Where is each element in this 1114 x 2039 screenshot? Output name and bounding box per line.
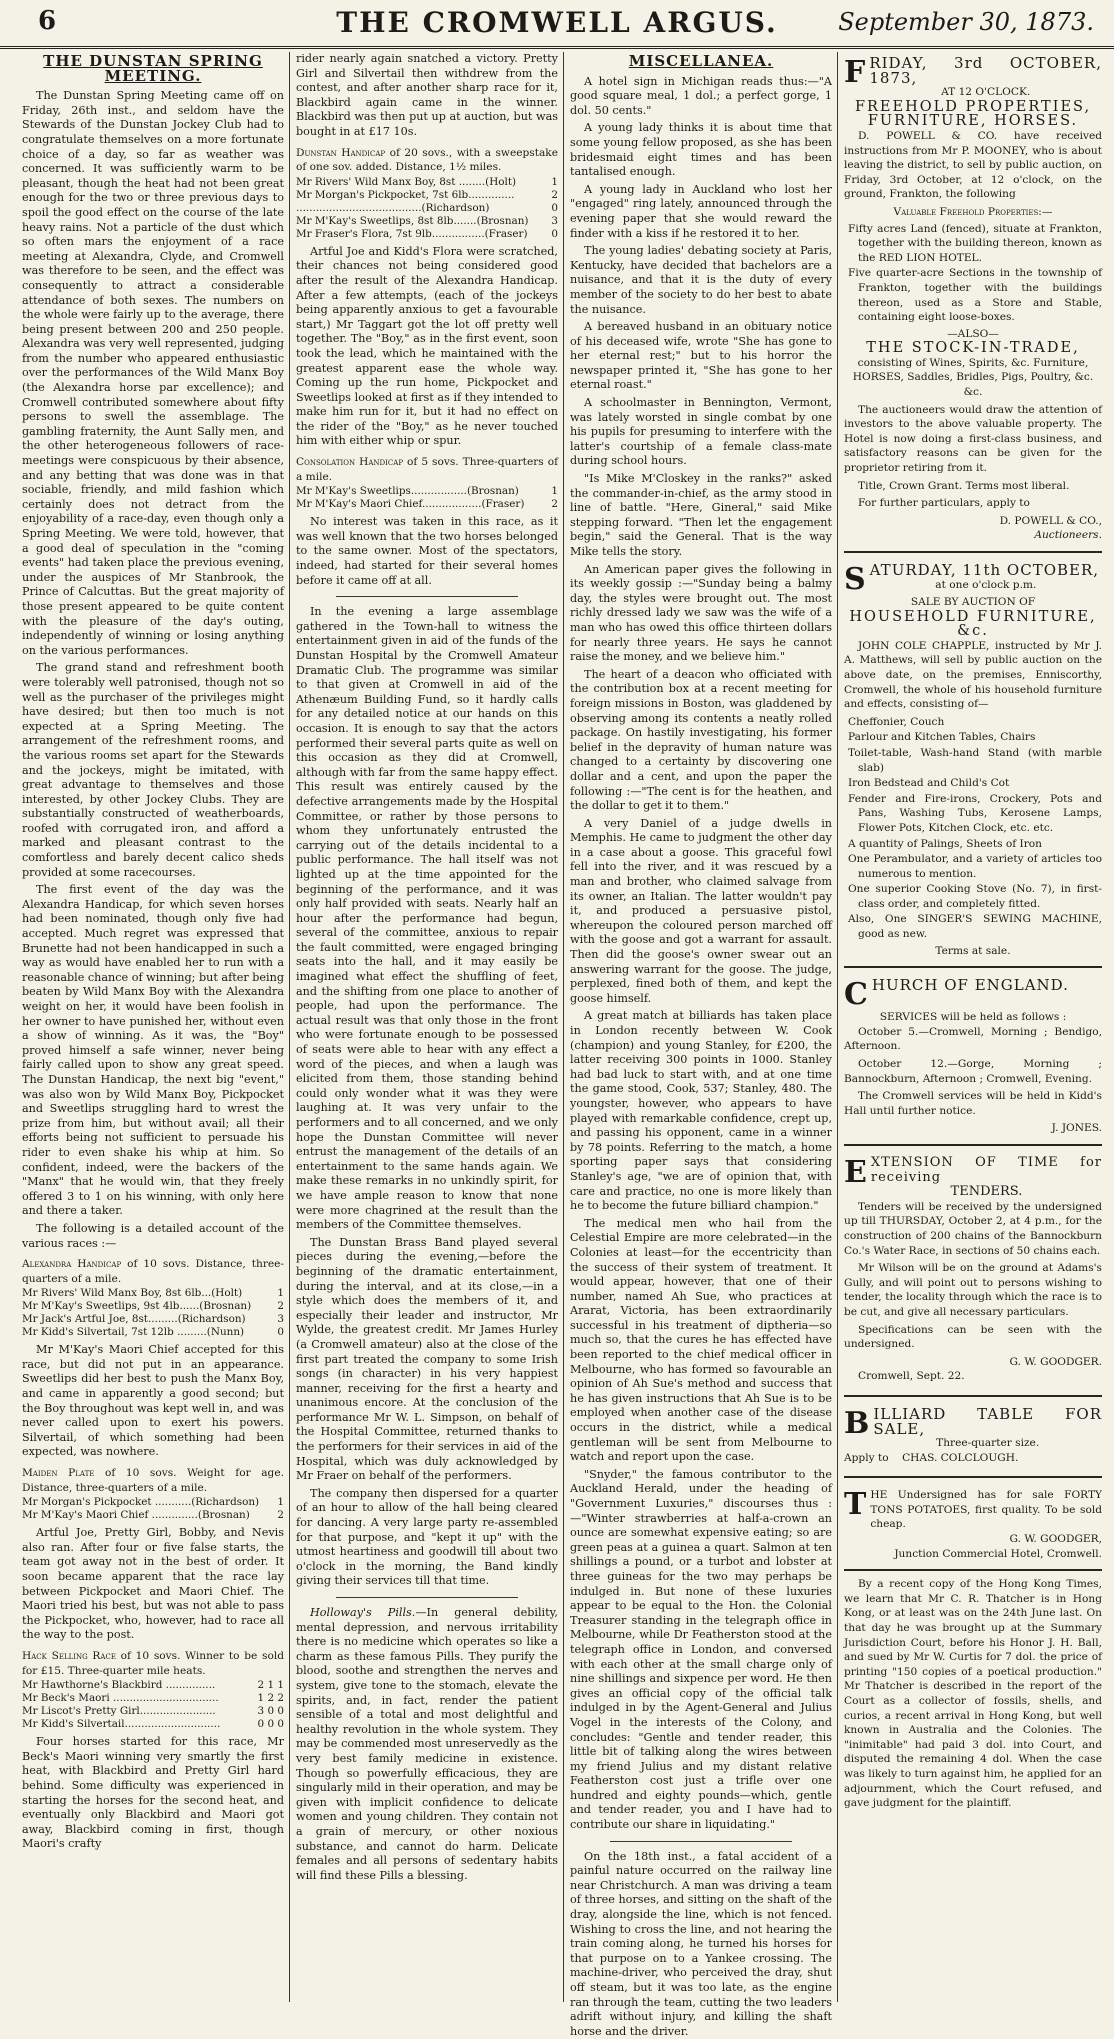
miscellanea-item: A hotel sign in Michigan reads thus:—"A good square meal, 1 dol.; a perfect gorge, 1 dol. 50 cents." <box>570 74 832 117</box>
advert-signature: J. JONES. <box>1051 1122 1102 1135</box>
section-divider <box>610 1841 792 1842</box>
column-rule <box>563 52 564 2002</box>
drop-cap: T <box>844 1487 867 1523</box>
advert-section: Valuable Freehold Properties:— <box>893 205 1053 218</box>
table-row: ......................................(Richardson) 0 <box>296 201 558 214</box>
section-divider <box>336 596 518 597</box>
advert-list <box>844 222 1102 325</box>
advert-body: Mr Wilson will be on the ground at Adams's Gully, and will point out to persons wishing to tender, the locality through which the race is to be cut, and give all necessary particulars. <box>844 1262 1102 1318</box>
article-paragraph: In the evening a large assemblage gathered in the Town-hall to witness the entertainment given in aid of the funds of the Dunstan Hospital by the Cromwell Amateur Dramatic Club. The programme was similar to that given at Cromwell in aid of the Athenæum Building Fund, so it hardly calls for any detailed notice at our hands on this occasion. It is enough to say that the actors performed their several parts quite as well on this occasion as they did at Cromwell, although with far from the same happy effect. This result was entirely caused by the defective arrangements made by the Hospital Committee, or rather by those persons to whom they unfortunately entrusted the carrying out of the details incidental to a public performance. The hall itself was not lighted up at the time appointed for the beginning of the performance, and it was only half provided with seats. Nearly half an hour after the performance had begun, several of the committee, anxious to repair the fault committed, were engaged bringing seats into the hall, and it may easily be imagined what effect the shuffling of feet, and the shifting from one place to another of people, had upon the performance. The actual result was that only those in the front who were fortunate enough to be possessed of seats were able to hear with any effect a word of the pieces, and when a laugh was elicited from them, those standing behind could only wonder what it was they were laughing at. It was very unfair to the performers and to all concerned, and we only hope the Dunstan Committee will never entrust the management of the details of an entertainment to the same hands again. We make these remarks in no unkindly spirit, for we have ample reason to know that none were more chagrined at the result than the members of the Committee themselves. <box>296 605 558 1232</box>
advert-signature: D. POWELL & CO., <box>999 514 1102 527</box>
advert-terms: Terms at sale. <box>935 944 1011 957</box>
advert-subtitle: AT 12 O'CLOCK. <box>941 86 1031 99</box>
article-paragraph: The first event of the day was the Alexandra Handicap, for which seven horses had been nominated, though only five had accepted. Much regret was expressed that Brunette had not been handicapped in such a way as would have enabled her to run with a reasonable chance of winning; but after being beaten by Wild Manx Boy with the Alexandra weight on her, it would have been foolish in her owner to have punished her, without even a show of winning. As it was, the "Boy" proved himself a safe winner, never being fairly called upon to show any great speed. The Dunstan Handicap, the next big "event," was also won by Wild Manx Boy, Pickpocket and Sweetlips struggling hard to wrest the prize from him, but without avail; all their efforts being not sufficient to persuade his rider to even shake his whip at him. So confident, indeed, were the backers of the "Manx" that he would win, that they freely offered 3 to 1 on his winning, with only here and there a taker. <box>22 883 284 1218</box>
section-heading: MISCELLANEA. <box>628 52 774 70</box>
news-item: By a recent copy of the Hong Kong Times, we learn that Mr C. R. Thatcher is in Hong Kong, or at least was on the 24th June last. On that day he was brought up at the Summary Jurisdiction Court, before his Honor J. H. Ball, and sued by Mr W. Curtis for 7 dol. the price of printing "150 copies of a poetical production." Mr Thatcher is described in the report of the Court as a collector of fossils, shells, and curios, a recent arrival in Hong Kong, but well known in Australia and the Colonies. The "inimitable" had paid 3 dol. into Court, and disputed the remaining 4 dol. When the case was likely to turn against him, he applied for an adjournment, which the Court refused, and gave judgment for the plaintiff. <box>844 1578 1102 1810</box>
column-rule <box>289 52 290 2002</box>
advert-title: XTENSION OF TIME for receiving <box>870 1155 1102 1185</box>
race-heading: Consolation Handicap of 5 sovs. Three-quarters of a mile. <box>296 456 558 483</box>
miscellanea-item: The young ladies' debating society at Paris, Kentucky, have decided that bachelors are a nuisance, and that it is the duty of every member of the society to do her best to abate the nuisance. <box>570 244 832 316</box>
table-row: Mr M'Kay's Maori Chief..................(Fraser) 2 <box>296 498 558 511</box>
table-row: Mr Morgan's Pickpocket ...........(Richardson) 1 <box>22 1496 284 1509</box>
advert-signature: Auctioneers. <box>1034 529 1102 542</box>
table-row: Mr M'Kay's Sweetlips, 9st 4lb......(Brosnan) 2 <box>22 1300 284 1313</box>
table-row: Mr Rivers' Wild Manx Boy, 8st ........(Holt) 1 <box>296 175 558 188</box>
article-paragraph: The Dunstan Brass Band played several pieces during the evening,—before the beginning of the dramatic entertainment, during the interval, and at its close,—in a style which does the members of it, and especially their leader and instructor, Mr Wylde, the greatest credit. Mr James Hurley (a Cromwell amateur) also at the close of the first part treated the company to some Irish songs (in character) in his very happiest manner, receiving for the first a hearty and unanimous encore. At the conclusion of the performance Mr W. L. Simpson, on behalf of the Hospital Committee, returned thanks to the performers for their services in aid of the Hospital, which was duly acknowledged by Mr Fraer on behalf of the performers. <box>296 1235 558 1483</box>
drop-cap: C <box>844 977 868 1013</box>
advert-subtitle: Three-quarter size. <box>936 1437 1040 1450</box>
column-4 <box>844 52 1102 2007</box>
miscellanea-item: "Is Mike M'Closkey in the ranks?" asked the commander-in-chief, as the army stood in line of battle. "Here, Gineral," said Mike stepping forward. "Then let the engagement begin," said the General. That is the way Mike tells the story. <box>570 472 832 558</box>
advert-billiard-table <box>844 1403 1102 1478</box>
list-item: Toilet-table, Wash-hand Stand (with marble slab) <box>848 746 1102 774</box>
advert-furniture-sale <box>844 559 1102 968</box>
table-row: Mr Kidd's Silvertail............................. 0 0 0 <box>22 1718 284 1731</box>
column-3 <box>570 52 832 2038</box>
advert-body: Apply to CHAS. COLCLOUGH. <box>844 1451 1019 1464</box>
issue-date: September 30, 1873. <box>838 8 1094 36</box>
list-item: Fender and Fire-irons, Crockery, Pots and Pans, Washing Tubs, Kerosene Lamps, Flower Pots, Kitchen Clock, etc. etc. <box>848 792 1102 834</box>
list-item: One Perambulator, and a variety of articles too numerous to mention. <box>848 853 1102 880</box>
advert-headline: FURNITURE, HORSES. <box>867 113 1079 130</box>
drop-cap: S <box>844 562 866 597</box>
miscellanea-item: The heart of a deacon who officiated with the contribution box at a recent meeting for foreign missions in Boston, was gladdened by observing among its contents a neatly rolled package. On hastily investigating, his former belief in the depravity of human nature was changed to a certainty by discovering one dollar and a cent, and upon the paper the following :—"The cent is for the heathen, and the dollar to get it to them." <box>570 667 832 813</box>
race-results <box>22 1287 284 1339</box>
drop-cap: B <box>844 1405 870 1441</box>
advert-body: Tenders will be received by the undersigned up till THURSDAY, October 2, at 4 p.m., for the construction of 200 chains of the Bannockburn Co.'s Water Race, in sections of 50 chains each. <box>844 1200 1102 1257</box>
advert-paragraph: Holloway's Pills.—In general debility, mental depression, and nervous irritability there is no medicine which operates so like a charm as these famous Pills. They purify the blood, soothe and strengthen the nerves and system, give tone to the stomach, elevate the spirits, and, in fact, render the patient sensible of a total and most delightful and healthy revolution in the whole system. They may be commended most unreservedly as the very best family medicine in existence. Though so powerfully efficacious, they are singularly mild in their operation, and may be given with implicit confidence to delicate women and young children. They contain not a grain of mercury, or other noxious substance, and cannot do harm. Delicate females and all persons of sedentary habits will find these Pills a blessing. <box>296 1606 558 1882</box>
news-item: On the 18th inst., a fatal accident of a painful nature occurred on the railway line near Christchurch. A man was driving a team of three horses, and sitting on the shaft of the dray, alongside the line, which is not fenced. Wishing to cross the line, and not hearing the train coming along, he turned his horses for that purpose on to a Yankee crossing. The machine-driver, who perceived the dray, shut off steam, but it was too late, as the engine ran through the team, cutting the two leaders adrift without injury, and killing the shaft horse and the driver. <box>570 1849 832 2038</box>
miscellanea-item: An American paper gives the following in its weekly gossip :—"Sunday being a balmy day, the styles were brought out. The most richly dressed lady we saw was the wife of a man who has owed this office thirteen dollars for nearly three years. He says he cannot raise the money, and we believe him." <box>570 562 832 664</box>
advert-body: D. POWELL & CO. have received instructions from Mr P. MOONEY, who is about leaving the district, to sell by public auction, on Friday, 3rd October, at 12 o'clock, on the ground, Frankton, the following <box>844 129 1102 201</box>
advert-body: Title, Crown Grant. Terms most liberal. <box>858 479 1070 492</box>
advert-address: Junction Commercial Hotel, Cromwell. <box>894 1547 1102 1560</box>
advert-body: October 5.—Cromwell, Morning ; Bendigo, Afternoon. <box>844 1025 1102 1053</box>
column-2 <box>296 52 558 2007</box>
column-rule <box>837 52 838 2002</box>
page-number: 6 <box>38 6 57 36</box>
advert-headline: FREEHOLD PROPERTIES, <box>854 98 1092 115</box>
article-paragraph: The grand stand and refreshment booth were tolerably well patronised, though not so well as the purchaser of the privileges might have desired; but then too much is not expected at a Spring Meeting. The arrangement of the refreshment rooms, and the various rooms set apart for the Stewards and the jockeys, might be imitated, with great advantage to themselves and those interested, by other Jockey Clubs. They are substantially constructed of weatherboards, roofed with corrugated iron, and afford a marked and pleasant contrast to the comfortless and barely decent calico sheds provided at some racecourses. <box>22 661 284 879</box>
race-results <box>296 485 558 511</box>
advert-potatoes <box>844 1484 1102 1571</box>
advert-body: The auctioneers would draw the attention of investors to the above valuable property. The Hotel is now doing a first-class business, and satisfactory reasons can be given for the proprietor retiring from it. <box>844 403 1102 475</box>
advert-headline: HOUSEHOLD FURNITURE, &c. <box>849 608 1097 640</box>
article-paragraph: The following is a detailed account of the various races :— <box>22 1221 284 1250</box>
table-row: Mr Liscot's Pretty Girl....................... 3 0 0 <box>22 1705 284 1718</box>
advert-headline: THE STOCK-IN-TRADE, <box>866 340 1080 357</box>
table-row: Mr Hawthorne's Blackbird ............... 2 1 1 <box>22 1679 284 1692</box>
advert-body: Specifications can be seen with the undersigned. <box>844 1323 1102 1351</box>
miscellanea-item: A bereaved husband in an obituary notice of his deceased wife, wrote "She has gone to her eternal rest;" but to his horror the newspaper printed it, "She has gone to her eternal roast." <box>570 320 832 392</box>
advert-body: JOHN COLE CHAPPLE, instructed by Mr J. A. Matthews, will sell by public auction on the above date, on the premises, Enniscorthy, Cromwell, the whole of his household furniture and effects, consisting of— <box>844 639 1102 711</box>
table-row: Mr Rivers' Wild Manx Boy, 8st 6lb...(Holt) 1 <box>22 1287 284 1300</box>
advert-signature: G. W. GOODGER, <box>1009 1533 1102 1546</box>
advert-body: consisting of Wines, Spirits, &c. Furniture, HORSES, Saddles, Bridles, Pigs, Poultry, &c. &c. <box>852 356 1094 399</box>
advert-signature: G. W. GOODGER. <box>1009 1355 1102 1368</box>
article-paragraph: The company then dispersed for a quarter of an hour to allow of the hall being cleared for dancing. A very large party re-assembled for that purpose, and "kept it up" with the utmost heartiness and goodwill till about two o'clock in the morning, the Band kindly giving their services till that time. <box>296 1486 558 1588</box>
race-heading: Dunstan Handicap of 20 sovs., with a sweepstake of one sov. added. Distance, 1½ miles. <box>296 146 558 174</box>
advert-title: HE Undersigned has for sale FORTY TONS POTATOES, first quality. To be sold cheap. <box>870 1489 1102 1531</box>
list-item: A quantity of Palings, Sheets of Iron <box>848 837 1042 850</box>
miscellanea-item: A great match at billiards has taken place in London recently between W. Cook (champion) and young Stanley, for £200, the latter receiving 300 points in 1000. Stanley had bad luck to start with, and at one time the game stood, Cook, 537; Stanley, 480. The youngster, however, who appears to have played with remarkable confidence, crept up, and passing his opponent, came in a winner by 78 points. Referring to the match, a home sporting paper says that considering Stanley's age, "we are of opinion that, with care and practice, no one is more likely than he to become the future billiard champion." <box>570 1009 832 1213</box>
article-paragraph: No interest was taken in this race, as it was well known that the two horses belonged to the same owner. Most of the spectators, indeed, had started for their several homes before it came off at all. <box>296 515 558 587</box>
list-item: One superior Cooking Stove (No. 7), in first-class order, and completely fitted. <box>848 883 1102 910</box>
table-row: Mr Jack's Artful Joe, 8st.........(Richardson) 3 <box>22 1313 284 1326</box>
race-results <box>22 1679 284 1731</box>
miscellanea-item: A young lady thinks it is about time that some young fellow proposed, as she has been bridesmaid eight times and has been tantalised enough. <box>570 121 832 179</box>
table-row: Mr Kidd's Silvertail, 7st 12lb .........(Nunn) 0 <box>22 1326 284 1339</box>
section-divider <box>336 1597 518 1598</box>
race-heading: Hack Selling Race of 10 sovs. Winner to be sold for £15. Three-quarter mile heats. <box>22 1649 285 1677</box>
article-paragraph: Artful Joe and Kidd's Flora were scratched, their chances not being considered good after the result of the Alexandra Handicap. After a few attempts, (each of the jockeys being apparently anxious to get a favourable start,) Mr Taggart got the lot off pretty well together. The "Boy," as in the first event, soon took the lead, which he maintained with the greatest apparent ease the whole way. Coming up the run home, Pickpocket and Sweetlips looked at first as if they intended to make him run for it, but it had no effect on the rider of the "Boy," as he never touched him with either whip or spur. <box>296 244 558 448</box>
paper-title: THE CROMWELL ARGUS. <box>336 6 778 39</box>
article-paragraph: Artful Joe, Pretty Girl, Bobby, and Nevis also ran. After four or five false starts, the team got away not in the best of order. It soon became apparent that the race lay between Pickpocket and Maori Chief. The Maori tried his best, but was not able to pass the Pickpocket, who, however, had to race all the way to the post. <box>22 1526 284 1642</box>
advert-title: HURCH OF ENGLAND. <box>871 976 1069 995</box>
miscellanea-item: A young lady in Auckland who lost her "engaged" ring lately, announced through the evening paper that she would reward the finder with a kiss if he restored it to her. <box>570 182 832 240</box>
advert-title: RIDAY, 3rd OCTOBER, 1873, <box>869 54 1102 87</box>
list-item: Fifty acres Land (fenced), situate at Frankton, together with the building thereon, known as the RED LION HOTEL. <box>848 222 1102 264</box>
article-paragraph: Mr M'Kay's Maori Chief accepted for this race, but did not put in an appearance. Sweetlips did her best to push the Manx Boy, and came in apparently a good second; but the Boy throughout was kept well in, and was never called upon to exert his powers. Silvertail, of which something had been expected, was nowhere. <box>22 1343 284 1459</box>
advert-body: For further particulars, apply to <box>858 497 1030 510</box>
race-heading: Alexandra Handicap of 10 sovs. Distance, three-quarters of a mile. <box>22 1258 285 1285</box>
miscellanea-item: A schoolmaster in Bennington, Vermont, was lately worsted in single combat by one his pupils for presuming to interfere with the latter's courtship of a female class-mate during school hours. <box>570 396 832 468</box>
advert-headline: SALE BY AUCTION OF <box>910 596 1036 608</box>
advert-tenders <box>844 1152 1102 1397</box>
list-item: Parlour and Kitchen Tables, Chairs <box>848 731 1036 744</box>
advert-date: Cromwell, Sept. 22. <box>858 1370 965 1383</box>
list-item: Cheffonier, Couch <box>848 715 945 728</box>
advert-title: ATURDAY, 11th OCTOBER, <box>869 561 1100 579</box>
advert-also: —ALSO— <box>947 327 999 340</box>
advert-freehold-sale <box>844 52 1102 553</box>
table-row: Mr Beck's Maori ................................ 1 2 2 <box>22 1692 284 1705</box>
drop-cap: E <box>844 1155 867 1190</box>
advert-body: October 12.—Gorge, Morning ; Bannockburn, Afternoon ; Cromwell, Evening. <box>844 1058 1102 1085</box>
list-item: Iron Bedstead and Child's Cot <box>848 777 1010 790</box>
advert-title: ILLIARD TABLE FOR SALE, <box>873 1404 1102 1438</box>
race-results <box>296 176 558 241</box>
advert-subtitle: TENDERS. <box>950 1184 1023 1200</box>
table-row: Mr Morgan's Pickpocket, 7st 6lb.............. 2 <box>296 188 558 201</box>
table-row: Mr Fraser's Flora, 7st 9lb................(Fraser) 0 <box>296 227 558 240</box>
article-paragraph: The Dunstan Spring Meeting came off on Friday, 26th inst., and seldom have the Stewards of the Dunstan Jockey Club had to congratulate themselves on a more fortunate choice of a day, so far as weather was concerned. It was sufficiently warm to be pleasant, though the heat had not been great enough for the two or three previous days to spoil the good effect on the course of the late heavy rains. Not a particle of the dust which so often mars the enjoyment of a race meeting at Alexandra, Clyde, and Cromwell was therefore to be seen, and the effect was consequently to attract a considerable attendance of both sexes. The numbers on the whole were fairly up to the average, there being present between 200 and 250 people. Alexandra was very well represented, judging from the number who appeared enthusiastic over the performances of the Wild Manx Boy (the Alexandra horse par excellence); and Cromwell contributed somewhere about fifty persons to swell the assemblage. The gambling fraternity, the Aunt Sally men, and the other heterogeneous followers of race-meetings were conspicuous by their absence, and any betting that was done was in that sociable, friendly, and mild fashion which certainly does not detract from the enjoyability of a race-day, even though only a Spring Meeting. We were told, however, that a good deal of speculation in the "coming events" had taken place the previous evening, under the auspices of Mr Stanbrook, the Prince of Calcuttas. But the great majority of those present appeared to be quite content with the pleasure of the day's outing, independently of winning or losing anything on the various performances. <box>22 89 284 657</box>
miscellanea-item: The medical men who hail from the Celestial Empire are more celebrated—in the Colonies at least—for the eccentricity than the success of their system of treatment. It would appear, however, that one of their number, named Ah Sue, who practices at Ararat, Victoria, has been extraordinarily successful in his treatment of diptheria—so much so, that the cures he has effected have been reported to the chief medical officer in Melbourne, who has formed so favourable an opinion of Ah Sue's method and success that he has given instructions that Ah Sue is to be employed when another case of the disease occurs in the district, while a medical gentleman will be sent from Melbourne to watch and report upon the case. <box>570 1216 832 1464</box>
advert-subtitle: at one o'clock p.m. <box>935 578 1037 591</box>
advert-church <box>844 974 1102 1146</box>
table-row: Mr M'Kay's Sweetlips.................(Brosnan) 1 <box>296 485 558 498</box>
miscellanea-item: A very Daniel of a judge dwells in Memphis. He came to judgment the other day in a case about a goose. This graceful fowl fell into the river, and it was rescued by a man and brother, who claimed salvage from its owner, an Italian. The latter wouldn't pay it, and produced a persuasive pistol, whereupon the coloured person marched off with the goose and got a warrant for assault. Then did the goose's owner swear out an answering warrant for the goose. The judge, perplexed, fined both of them, and kept the goose himself. <box>570 816 832 1005</box>
article-paragraph: rider nearly again snatched a victory. Pretty Girl and Silvertail then withdrew from the contest, and after another sharp race for it, Blackbird again came in the winner. Blackbird was then put up at auction, but was bought in at £17 10s. <box>296 52 558 138</box>
race-results <box>22 1496 284 1522</box>
table-row: Mr M'Kay's Sweetlips, 8st 8lb.......(Brosnan) 3 <box>296 214 558 227</box>
miscellanea-item: "Snyder," the famous contributor to the Auckland Herald, under the heading of "Government Luxuries," discourses thus :—"Winter strawberries at half-a-crown an ounce are somewhat expensive eating; so are green peas at a guinea a quart. Salmon at ten shillings a pound, or a turbot and lobster at three guineas for the two may perhaps be indulged in. But none of these luxuries appear to be equal to the Hon. the Colonial Treasurer standing in the telegraph office in Melbourne, while Dr Featherston stood at the telegraph office in London, and conversed with each other at the small charge only of nine shillings and sixpence per word. He then gives an official copy of the official talk indulged in by the Agent-General and Julius Vogel in the interests of the Colony, and concludes: "Gentle and tender reader, this little bit of talking along the wires between my friend Julius and my distant relative Featherston cost just a trifle over one hundred and eighty pounds—which, gentle and tender reader, you and I have had to contribute our share in liquidating." <box>570 1467 832 1832</box>
article-paragraph: Four horses started for this race, Mr Beck's Maori winning very smartly the first heat, with Blackbird and Pretty Girl hard behind. Some difficulty was experienced in starting the horses for the second heat, and eventually only Blackbird and Maori got away, Blackbird coming in first, though Maori's crafty <box>22 1735 284 1851</box>
article-heading: THE DUNSTAN SPRING MEETING. <box>43 52 263 85</box>
list-item: Also, One SINGER'S SEWING MACHINE, good as new. <box>848 913 1102 941</box>
advert-body: The Cromwell services will be held in Kidd's Hall until further notice. <box>844 1090 1102 1117</box>
drop-cap: F <box>844 55 866 90</box>
column-1 <box>22 52 284 2007</box>
race-heading: Maiden Plate of 10 sovs. Weight for age. Distance, three-quarters of a mile. <box>22 1467 284 1494</box>
list-item: Five quarter-acre Sections in the township of Frankton, together with the buildings thereon, used as a Store and Stable, containing eight loose-boxes. <box>848 267 1102 324</box>
masthead <box>0 0 1114 49</box>
advert-list <box>844 715 1102 942</box>
table-row: Mr M'Kay's Maori Chief ..............(Brosnan) 2 <box>22 1509 284 1522</box>
advert-subtitle: SERVICES will be held as follows : <box>879 1011 1067 1024</box>
